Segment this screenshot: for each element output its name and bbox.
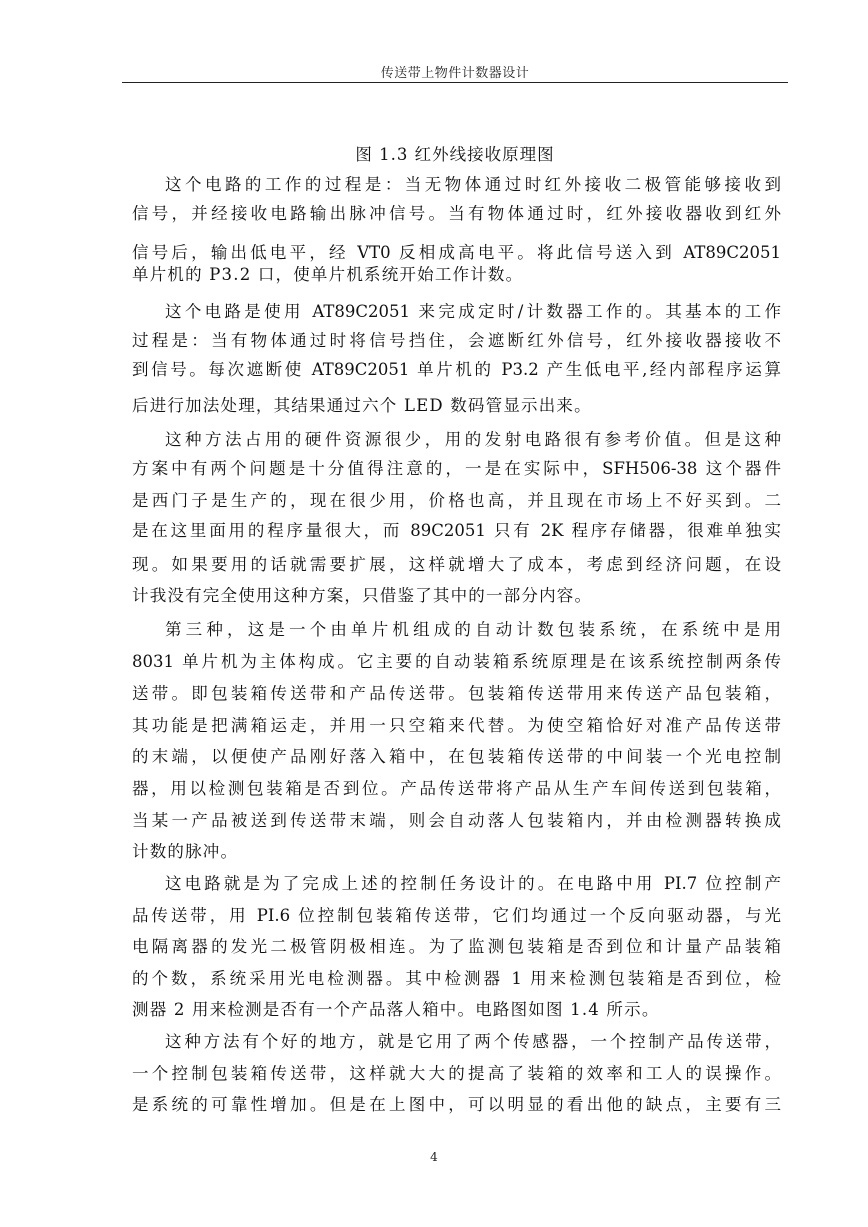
paragraph-line: 这个电路是使用 AT89C2051 来完成定时/计数器工作的。其基本的工作 (165, 302, 781, 321)
header-title: 传送带上物件计数器设计 (380, 66, 530, 81)
paragraph-line: 测器 2 用来检测是否有一个产品落人箱中。电路图如图 1.4 所示。 (132, 1000, 660, 1019)
running-header (122, 58, 788, 83)
paragraph-line: 第三种，这是一个由单片机组成的自动计数包装系统，在系统中是用 (165, 620, 781, 639)
paragraph-line: 是西门子是生产的，现在很少用，价格也高，并且现在市场上不好买到。二 (132, 491, 781, 510)
paragraph-line: 电隔离器的发光二极管阴极相连。为了监测包装箱是否到位和计量产品装箱 (132, 937, 781, 956)
paragraph-line: 到信号。每次遮断使 AT89C2051 单片机的 P3.2 产生低电平,经内部程序运算 (132, 360, 781, 379)
paragraph-line: 计数的脉冲。 (132, 842, 239, 861)
paragraph-line: 这电路就是为了完成上述的控制任务设计的。在电路中用 PI.7 位控制产 (165, 874, 781, 893)
paragraph-line: 当某一产品被送到传送带末端，则会自动落人包装箱内，并由检测器转换成 (132, 811, 781, 830)
paragraph-line: 这种方法占用的硬件资源很少，用的发射电路很有参考价值。但是这种 (165, 430, 781, 449)
page-number: 4 (430, 1150, 438, 1164)
paragraph-line: 是在这里面用的程序量很大，而 89C2051 只有 2K 程序存储器，很难单独实 (132, 521, 781, 540)
paragraph-line: 品传送带，用 PI.6 位控制包装箱传送带，它们均通过一个反向驱动器，与光 (132, 906, 781, 925)
paragraph-line: 器，用以检测包装箱是否到位。产品传送带将产品从生产车间传送到包装箱， (132, 779, 781, 798)
paragraph-line: 其功能是把满箱运走，并用一只空箱来代替。为使空箱恰好对准产品传送带 (132, 716, 781, 735)
paragraph-line: 现。如果要用的话就需要扩展，这样就增大了成本，考虑到经济问题，在设 (132, 555, 781, 574)
paragraph-line: 送带。即包装箱传送带和产品传送带。包装箱传送带用来传送产品包装箱， (132, 684, 781, 703)
paragraph-line: 这种方法有个好的地方，就是它用了两个传感器，一个控制产品传送带， (165, 1032, 781, 1051)
paragraph-line: 一个控制包装箱传送带，这样就大大的提高了装箱的效率和工人的误操作。 (132, 1064, 781, 1083)
paragraph-line: 计我没有完全使用这种方案，只借鉴了其中的一部分内容。 (132, 586, 593, 605)
paragraph-line: 过程是：当有物体通过时将信号挡住，会遮断红外信号，红外接收器接收不 (132, 331, 781, 350)
paragraph-line: 是系统的可靠性增加。但是在上图中，可以明显的看出他的缺点，主要有三 (132, 1095, 781, 1114)
paragraph-line: 方案中有两个问题是十分值得注意的，一是在实际中，SFH506-38 这个器件 (132, 459, 781, 478)
paragraph-line: 的末端，以便使产品刚好落入箱中，在包装箱传送带的中间装一个光电控制 (132, 747, 781, 766)
paragraph-line: 信号，并经接收电路输出脉冲信号。当有物体通过时，红外接收器收到红外 (132, 204, 781, 223)
paragraph-line: 信号后，输出低电平，经 VT0 反相成高电平。将此信号送入到 AT89C2051 (132, 243, 781, 262)
paragraph-line: 8031 单片机为主体构成。它主要的自动装箱系统原理是在该系统控制两条传 (132, 652, 781, 671)
figure-caption: 图 1.3 红外线接收原理图 (355, 145, 555, 164)
paragraph-line: 后进行加法处理，其结果通过六个 LED 数码管显示出来。 (132, 396, 592, 415)
paragraph-line: 的个数，系统采用光电检测器。其中检测器 1 用来检测包装箱是否到位，检 (132, 969, 781, 988)
paragraph-line: 这个电路的工作的过程是：当无物体通过时红外接收二极管能够接收到 (165, 175, 781, 194)
paragraph-line: 单片机的 P3.2 口，使单片机系统开始工作计数。 (132, 265, 524, 284)
